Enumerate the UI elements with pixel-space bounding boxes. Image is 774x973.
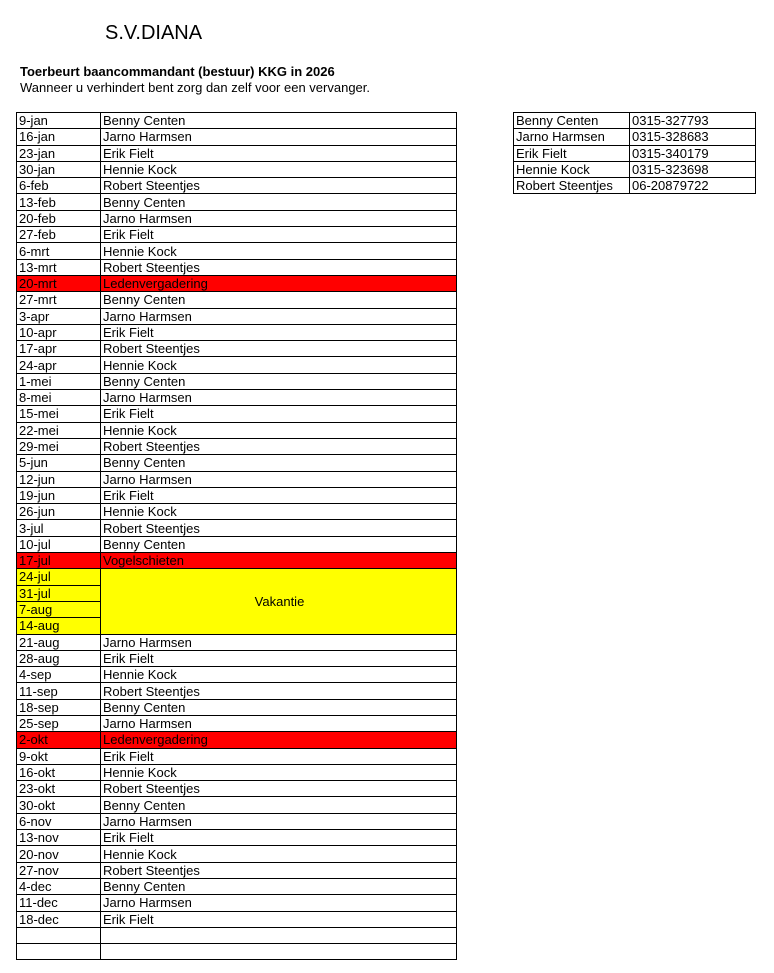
commander-name: Hennie Kock — [101, 161, 457, 177]
schedule-date: 23-okt — [17, 781, 101, 797]
commander-name: Benny Centen — [101, 536, 457, 552]
contact-row — [514, 113, 756, 129]
schedule-date: 29-mei — [17, 438, 101, 454]
event-name: Vogelschieten — [101, 553, 457, 569]
schedule-row — [17, 634, 457, 650]
schedule-row — [17, 683, 457, 699]
contact-name: Hennie Kock — [514, 161, 630, 177]
commander-name: Robert Steentjes — [101, 438, 457, 454]
schedule-date: 21-aug — [17, 634, 101, 650]
schedule-row — [17, 797, 457, 813]
schedule-row — [17, 862, 457, 878]
schedule-date: 14-aug — [17, 618, 101, 634]
schedule-row — [17, 194, 457, 210]
schedule-date: 2-okt — [17, 732, 101, 748]
commander-name: Erik Fielt — [101, 487, 457, 503]
schedule-date: 13-nov — [17, 830, 101, 846]
schedule-date: 11-dec — [17, 895, 101, 911]
contact-phone: 0315-327793 — [630, 113, 756, 129]
commander-name: Hennie Kock — [101, 243, 457, 259]
commander-name: Robert Steentjes — [101, 341, 457, 357]
commander-name: Jarno Harmsen — [101, 210, 457, 226]
schedule-row — [17, 846, 457, 862]
schedule-date: 20-feb — [17, 210, 101, 226]
schedule-date: 13-feb — [17, 194, 101, 210]
contact-phone: 0315-323698 — [630, 161, 756, 177]
schedule-row — [17, 553, 457, 569]
schedule-row — [17, 927, 457, 943]
commander-name: Erik Fielt — [101, 324, 457, 340]
commander-name: Erik Fielt — [101, 406, 457, 422]
schedule-row — [17, 308, 457, 324]
schedule-row — [17, 830, 457, 846]
commander-name: Benny Centen — [101, 878, 457, 894]
schedule-row — [17, 275, 457, 291]
schedule-date: 4-dec — [17, 878, 101, 894]
commander-name — [101, 944, 457, 960]
schedule-date: 6-nov — [17, 813, 101, 829]
schedule-row — [17, 699, 457, 715]
commander-name: Jarno Harmsen — [101, 895, 457, 911]
contact-phone: 0315-328683 — [630, 129, 756, 145]
commander-name: Hennie Kock — [101, 422, 457, 438]
schedule-date: 11-sep — [17, 683, 101, 699]
contact-row — [514, 161, 756, 177]
duty-schedule-table — [16, 112, 457, 960]
commander-name: Jarno Harmsen — [101, 813, 457, 829]
commander-name: Benny Centen — [101, 797, 457, 813]
commander-name: Erik Fielt — [101, 911, 457, 927]
schedule-date: 30-okt — [17, 797, 101, 813]
schedule-row — [17, 341, 457, 357]
schedule-date: 16-jan — [17, 129, 101, 145]
contact-phone: 0315-340179 — [630, 145, 756, 161]
schedule-row — [17, 878, 457, 894]
commander-name: Hennie Kock — [101, 504, 457, 520]
schedule-row — [17, 210, 457, 226]
contact-row — [514, 145, 756, 161]
schedule-row — [17, 764, 457, 780]
schedule-row — [17, 667, 457, 683]
schedule-row — [17, 145, 457, 161]
contact-name: Robert Steentjes — [514, 178, 630, 194]
schedule-date: 16-okt — [17, 764, 101, 780]
schedule-date: 3-apr — [17, 308, 101, 324]
schedule-date: 4-sep — [17, 667, 101, 683]
schedule-row — [17, 748, 457, 764]
schedule-date — [17, 944, 101, 960]
schedule-date: 3-jul — [17, 520, 101, 536]
schedule-row — [17, 422, 457, 438]
contact-name: Erik Fielt — [514, 145, 630, 161]
schedule-date: 28-aug — [17, 650, 101, 666]
commander-name: Benny Centen — [101, 113, 457, 129]
schedule-row — [17, 438, 457, 454]
schedule-row — [17, 536, 457, 552]
schedule-date: 13-mrt — [17, 259, 101, 275]
commander-name: Hennie Kock — [101, 764, 457, 780]
schedule-row — [17, 569, 457, 585]
commander-name: Robert Steentjes — [101, 178, 457, 194]
schedule-row — [17, 129, 457, 145]
schedule-row — [17, 471, 457, 487]
schedule-row — [17, 732, 457, 748]
schedule-row — [17, 520, 457, 536]
schedule-date: 27-feb — [17, 227, 101, 243]
schedule-date: 5-jun — [17, 455, 101, 471]
commander-name: Jarno Harmsen — [101, 308, 457, 324]
schedule-row — [17, 895, 457, 911]
schedule-date: 20-mrt — [17, 275, 101, 291]
schedule-date: 10-apr — [17, 324, 101, 340]
commander-name: Hennie Kock — [101, 357, 457, 373]
schedule-date: 9-okt — [17, 748, 101, 764]
commander-name: Benny Centen — [101, 194, 457, 210]
schedule-date: 1-mei — [17, 373, 101, 389]
commander-name: Jarno Harmsen — [101, 390, 457, 406]
schedule-date: 31-jul — [17, 585, 101, 601]
schedule-row — [17, 324, 457, 340]
schedule-row — [17, 292, 457, 308]
schedule-row — [17, 487, 457, 503]
schedule-row — [17, 357, 457, 373]
schedule-date: 6-mrt — [17, 243, 101, 259]
schedule-date: 17-apr — [17, 341, 101, 357]
club-title: S.V.DIANA — [105, 22, 203, 44]
event-name: Ledenvergadering — [101, 732, 457, 748]
schedule-row — [17, 178, 457, 194]
commander-name: Benny Centen — [101, 455, 457, 471]
contact-row — [514, 129, 756, 145]
schedule-row — [17, 113, 457, 129]
schedule-row — [17, 243, 457, 259]
contacts-table — [513, 112, 756, 194]
schedule-row — [17, 944, 457, 960]
schedule-date: 17-jul — [17, 553, 101, 569]
commander-name: Erik Fielt — [101, 830, 457, 846]
schedule-date: 23-jan — [17, 145, 101, 161]
schedule-date — [17, 927, 101, 943]
schedule-row — [17, 650, 457, 666]
commander-name: Jarno Harmsen — [101, 129, 457, 145]
schedule-row — [17, 911, 457, 927]
schedule-date: 24-apr — [17, 357, 101, 373]
schedule-date: 30-jan — [17, 161, 101, 177]
commander-name: Erik Fielt — [101, 145, 457, 161]
schedule-row — [17, 781, 457, 797]
schedule-row — [17, 455, 457, 471]
commander-name: Robert Steentjes — [101, 781, 457, 797]
commander-name: Benny Centen — [101, 699, 457, 715]
schedule-row — [17, 227, 457, 243]
schedule-date: 20-nov — [17, 846, 101, 862]
commander-name: Erik Fielt — [101, 650, 457, 666]
commander-name: Hennie Kock — [101, 846, 457, 862]
commander-name: Benny Centen — [101, 373, 457, 389]
schedule-date: 10-jul — [17, 536, 101, 552]
schedule-row — [17, 406, 457, 422]
schedule-date: 22-mei — [17, 422, 101, 438]
schedule-date: 8-mei — [17, 390, 101, 406]
contact-row — [514, 178, 756, 194]
commander-name: Erik Fielt — [101, 748, 457, 764]
schedule-date: 7-aug — [17, 601, 101, 617]
commander-name: Hennie Kock — [101, 667, 457, 683]
schedule-row — [17, 373, 457, 389]
commander-name: Jarno Harmsen — [101, 634, 457, 650]
schedule-date: 19-jun — [17, 487, 101, 503]
commander-name: Robert Steentjes — [101, 259, 457, 275]
commander-name: Benny Centen — [101, 292, 457, 308]
commander-name: Robert Steentjes — [101, 520, 457, 536]
schedule-date: 27-mrt — [17, 292, 101, 308]
schedule-row — [17, 259, 457, 275]
contact-phone: 06-20879722 — [630, 178, 756, 194]
schedule-date: 26-jun — [17, 504, 101, 520]
commander-name: Jarno Harmsen — [101, 715, 457, 731]
contact-name: Benny Centen — [514, 113, 630, 129]
schedule-row — [17, 504, 457, 520]
schedule-row — [17, 715, 457, 731]
schedule-date: 6-feb — [17, 178, 101, 194]
contact-name: Jarno Harmsen — [514, 129, 630, 145]
substitute-note: Wanneer u verhindert bent zorg dan zelf voor een vervanger. — [20, 80, 371, 95]
schedule-date: 18-dec — [17, 911, 101, 927]
commander-name: Robert Steentjes — [101, 683, 457, 699]
commander-name: Erik Fielt — [101, 227, 457, 243]
schedule-date: 18-sep — [17, 699, 101, 715]
commander-name — [101, 927, 457, 943]
schedule-date: 15-mei — [17, 406, 101, 422]
schedule-date: 9-jan — [17, 113, 101, 129]
schedule-row — [17, 161, 457, 177]
vacation-label: Vakantie — [101, 569, 457, 634]
commander-name: Robert Steentjes — [101, 862, 457, 878]
schedule-date: 24-jul — [17, 569, 101, 585]
schedule-row — [17, 813, 457, 829]
schedule-date: 12-jun — [17, 471, 101, 487]
schedule-date: 27-nov — [17, 862, 101, 878]
schedule-date: 25-sep — [17, 715, 101, 731]
schedule-subtitle: Toerbeurt baancommandant (bestuur) KKG in 2026 — [20, 64, 335, 79]
commander-name: Jarno Harmsen — [101, 471, 457, 487]
schedule-row — [17, 390, 457, 406]
event-name: Ledenvergadering — [101, 275, 457, 291]
